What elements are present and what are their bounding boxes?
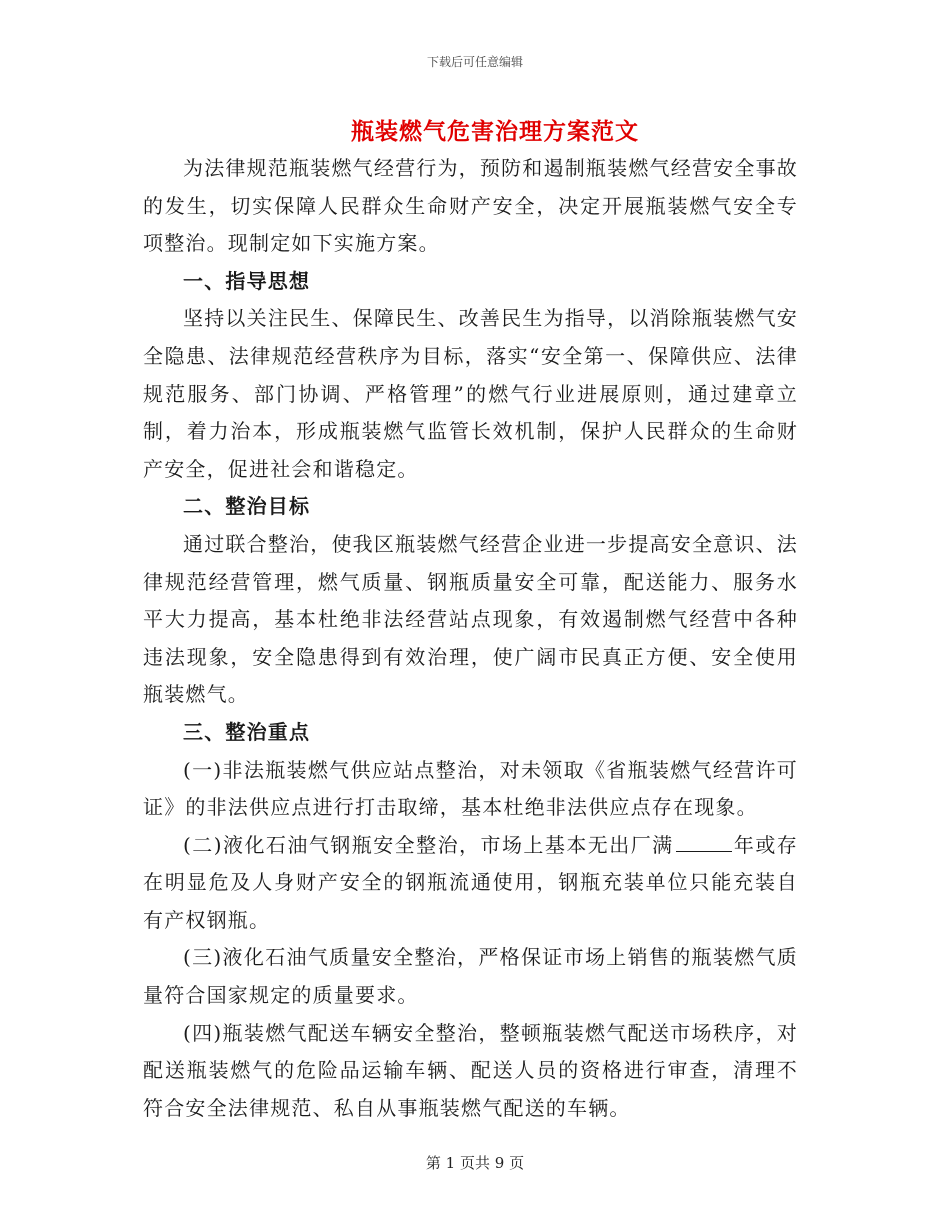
intro-paragraph: 为法律规范瓶装燃气经营行为，预防和遏制瓶装燃气经营安全事故的发生，切实保障人民群众生命财产安全，决定开展瓶装燃气安全专项整治。现制定如下实施方案。 (143, 156, 798, 256)
section-heading-2: 二、整治目标 (183, 494, 311, 519)
section-body-2: 通过联合整治，使我区瓶装燃气经营企业进一步提高安全意识、法律规范经营管理，燃气质量、钢瓶质量安全可靠，配送能力、服务水平大力提高，基本杜绝非法经营站点现象，有效遏制燃气经营中各种违法现象，安全隐患得到有效治理，使广阔市民真正方便、安全使用瓶装燃气。 (143, 531, 798, 707)
list-item-1: (一)非法瓶装燃气供应站点整治，对未领取《省瓶装燃气经营许可证》的非法供应点进行打击取缔，基本杜绝非法供应点存在现象。 (143, 757, 798, 820)
document-body (143, 150, 798, 1127)
list-item-4: (四)瓶装燃气配送车辆安全整治，整顿瓶装燃气配送市场秩序，对配送瓶装燃气的危险品运输车辆、配送人员的资格进行审查，清理不符合安全法律规范、私自从事瓶装燃气配送的车辆。 (143, 1020, 798, 1120)
header-note: 下载后可任意编辑 (426, 55, 523, 69)
section-heading-1: 一、指导思想 (183, 268, 311, 293)
list-item-2-part-b: 年或存在明显危及人身财产安全的钢瓶流通使用，钢瓶充装单位只能充装自有产权钢瓶。 (143, 832, 799, 932)
fill-in-blank (676, 831, 732, 852)
list-item-2-part-a: (二)液化石油气钢瓶安全整治，市场上基本无出厂满 (183, 832, 674, 857)
list-item-3: (三)液化石油气质量安全整治，严格保证市场上销售的瓶装燃气质量符合国家规定的质量要求。 (143, 945, 798, 1008)
list-item-2 (143, 827, 798, 940)
section-heading-3: 三、整治重点 (183, 719, 311, 744)
page-number: 第 1 页共 9 页 (425, 1154, 525, 1172)
section-body-1: 坚持以关注民生、保障民生、改善民生为指导，以消除瓶装燃气安全隐患、法律规范经营秩序为目标，落实“安全第一、保障供应、法律规范服务、部门协调、严格管理”的燃气行业进展原则，通过建章立制，着力治本，形成瓶装燃气监管长效机制，保护人民群众的生命财产安全，促进社会和谐稳定。 (143, 306, 798, 481)
document-title: 瓶装燃气危害治理方案范文 (351, 118, 639, 145)
